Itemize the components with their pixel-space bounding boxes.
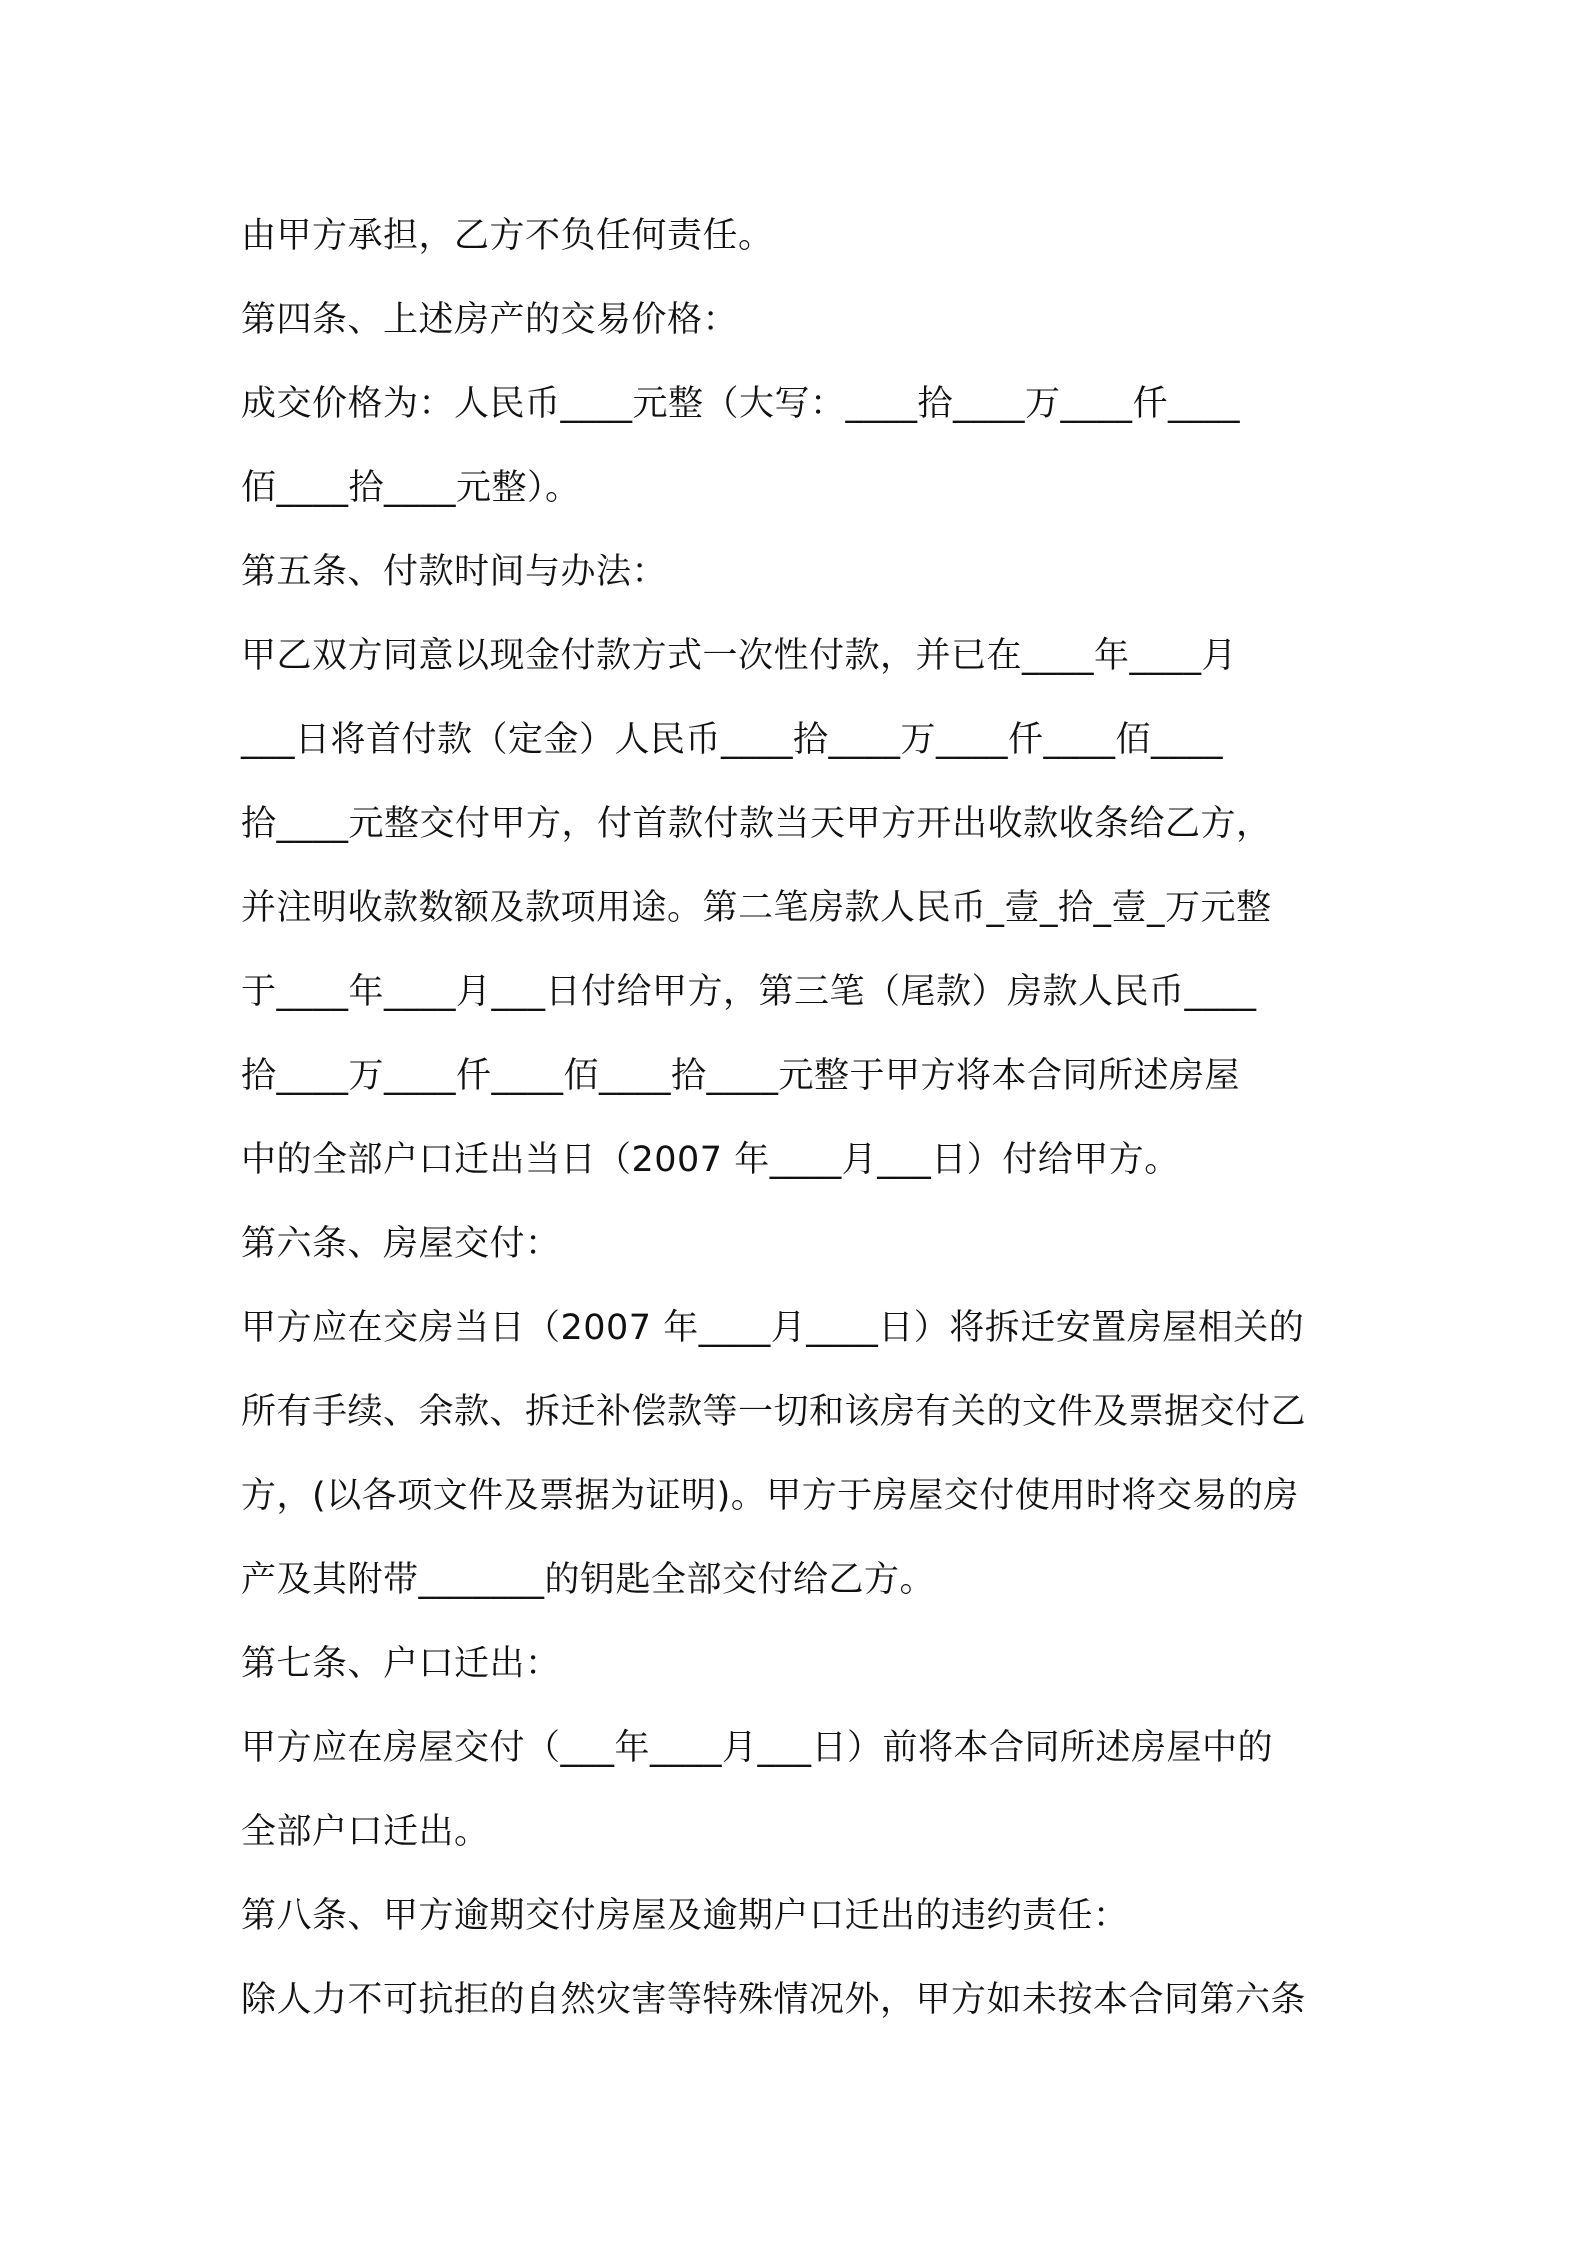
text-line: 全部户口迁出。 (241, 1812, 490, 1852)
clause-heading: 第七条、户口迁出： (241, 1644, 561, 1684)
text-line: 甲方应在交房当日（2007 年____月____日）将拆迁安置房屋相关的 (241, 1308, 1305, 1348)
text-line: 并注明收款数额及款项用途。第二笔房款人民币_壹_拾_壹_万元整 (241, 888, 1272, 928)
text-line: 由甲方承担，乙方不负任何责任。 (241, 216, 774, 256)
clause-heading: 第四条、上述房产的交易价格： (241, 300, 739, 340)
text-line: 佰____拾____元整）。 (241, 468, 581, 508)
document-body (241, 194, 1361, 2042)
clause-heading: 第六条、房屋交付： (241, 1224, 561, 1264)
text-line: 甲乙双方同意以现金付款方式一次性付款，并已在____年____月 (241, 636, 1238, 676)
text-line: 成交价格为：人民币____元整（大写：____拾____万____仟____ (241, 384, 1241, 424)
text-line: 甲方应在房屋交付（___年____月___日）前将本合同所述房屋中的 (241, 1728, 1274, 1768)
clause-heading: 第五条、付款时间与办法： (241, 552, 668, 592)
text-line: 拾____元整交付甲方，付首款付款当天甲方开出收款收条给乙方， (241, 804, 1272, 844)
text-line: ___日将首付款（定金）人民币____拾____万____仟____佰____ (241, 720, 1224, 760)
text-line: 所有手续、余款、拆迁补偿款等一切和该房有关的文件及票据交付乙 (241, 1392, 1307, 1432)
text-line: 拾____万____仟____佰____拾____元整于甲方将本合同所述房屋 (241, 1056, 1241, 1096)
text-line: 除人力不可抗拒的自然灾害等特殊情况外，甲方如未按本合同第六条 (241, 1980, 1307, 2020)
text-line: 方，(以各项文件及票据为证明)。甲方于房屋交付使用时将交易的房 (241, 1476, 1299, 1516)
text-line: 中的全部户口迁出当日（2007 年____月___日）付给甲方。 (241, 1140, 1180, 1180)
text-line: 产及其附带_______的钥匙全部交付给乙方。 (241, 1560, 936, 1600)
clause-heading: 第八条、甲方逾期交付房屋及逾期户口迁出的违约责任： (241, 1896, 1129, 1936)
text-line: 于____年____月___日付给甲方，第三笔（尾款）房款人民币____ (241, 972, 1257, 1012)
